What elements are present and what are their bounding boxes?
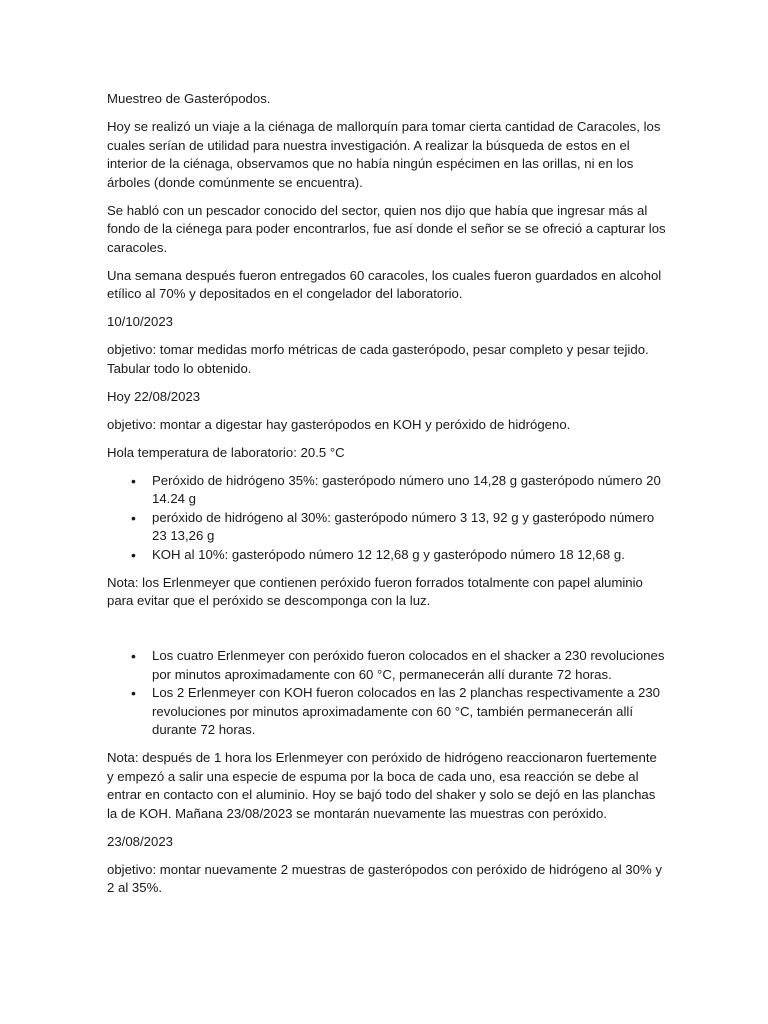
lab-temperature: Hola temperatura de laboratorio: 20.5 °C — [107, 444, 345, 460]
note-aluminum: Nota: los Erlenmeyer que contienen peróxido fueron forrados totalmente con papel aluminio para evitar que el peróxido se descomponga con la luz. — [107, 574, 643, 608]
document-title: Muestreo de Gasterópodos. — [107, 91, 271, 106]
date-entry-3: 23/08/2023 — [107, 833, 174, 849]
document-page — [107, 90, 667, 907]
objective-2: objetivo: montar a digestar hay gasterópodos en KOH y peróxido de hidrógeno. — [107, 416, 571, 432]
paragraph-fisherman: Se habló con un pescador conocido del sector, quien nos dijo que había que ingresar más al fondo de la ciénega para poder encontrarlos, fue así donde el señor se se ofreció a capturar los caracoles. — [107, 202, 666, 255]
date-entry-2: Hoy 22/08/2023 — [107, 388, 201, 404]
list-item: • KOH al 10%: gasterópodo número 12 12,68 g y gasterópodo número 18 12,68 g. — [152, 546, 667, 565]
list-item: • Los cuatro Erlenmeyer con peróxido fueron colocados en el shacker a 230 revoluciones por minutos aproximadamente con 60 °C, permanecerán allí durante 72 horas. — [152, 647, 667, 684]
list-item: • peróxido de hidrógeno al 30%: gasterópodo número 3 13, 92 g y gasterópodo número 23 13,26 g — [152, 509, 667, 546]
paragraph-delivery: Una semana después fueron entregados 60 caracoles, los cuales fueron guardados en alcohol etílico al 70% y depositados en el congelador del laboratorio. — [107, 267, 662, 301]
objective-3: objetivo: montar nuevamente 2 muestras de gasterópodos con peróxido de hidrógeno al 30% y 2 al 35%. — [107, 861, 662, 895]
sample-list — [107, 472, 667, 565]
date-entry-1: 10/10/2023 — [107, 314, 174, 329]
note-reaction: Nota: después de 1 hora los Erlenmeyer con peróxido de hidrógeno reaccionaron fuertemente y empezó a salir una especie de espuma por la boca de cada uno, esa reacción se debe al entrar en contacto con el aluminio. Hoy se bajó todo del shaker y solo se dejó en las planchas la de KOH. Mañana 23/08/2023 se montarán nuevamente las muestras con peróxido. — [107, 750, 657, 821]
list-item: • Los 2 Erlenmeyer con KOH fueron colocados en las 2 planchas respectivamente a 230 revoluciones por minutos aproximadamente con 60 °C, también permanecerán allí durante 72 horas. — [152, 684, 667, 740]
list-item: • Peróxido de hidrógeno 35%: gasterópodo número uno 14,28 g gasterópodo número 20 14.24 g — [152, 472, 667, 509]
procedure-list — [107, 647, 667, 740]
paragraph-trip: Hoy se realizó un viaje a la ciénaga de mallorquín para tomar cierta cantidad de Caracoles, los cuales serían de utilidad para nuestra investigación. A realizar la búsqueda de estos en el interior de la ciénaga, observamos que no había ningún espécimen en las orillas, ni en los árboles (donde comúnmente se encuentra). — [107, 119, 661, 190]
blank-line — [107, 620, 667, 647]
objective-1: objetivo: tomar medidas morfo métricas de cada gasterópodo, pesar completo y pesar tejido. Tabular todo lo obtenido. — [107, 342, 649, 376]
